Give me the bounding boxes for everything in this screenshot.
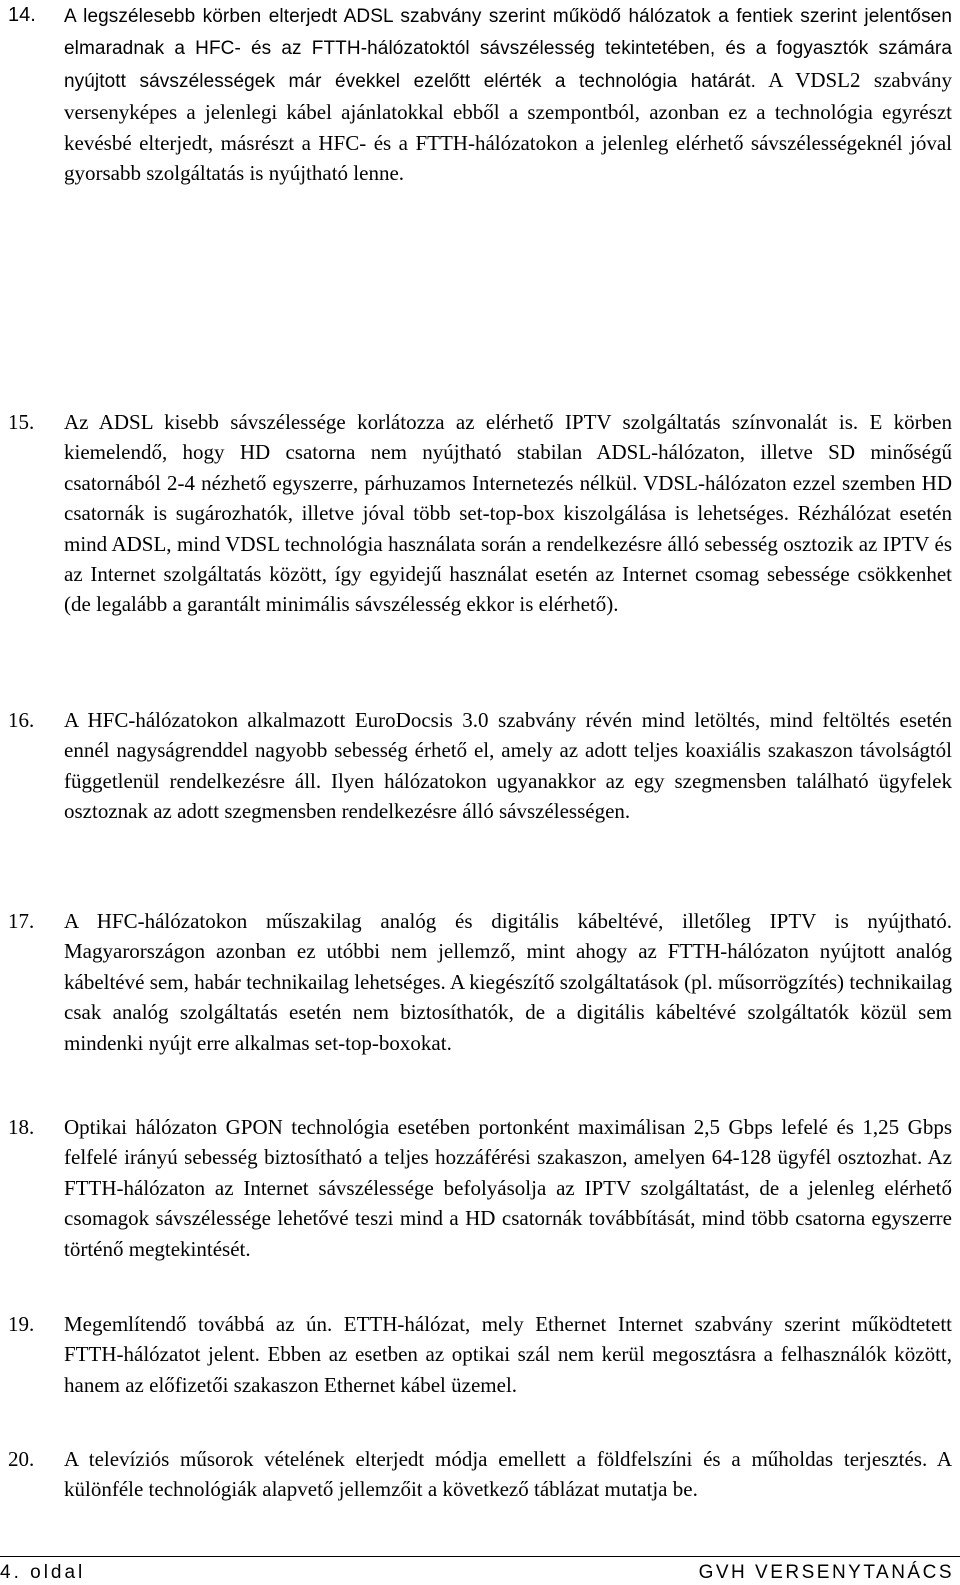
footer-title: GVH VERSENYTANÁCS <box>698 1562 954 1583</box>
paragraph-number: 20. <box>8 1447 35 1471</box>
paragraph-number: 17. <box>8 909 35 933</box>
paragraph-number: 19. <box>8 1312 35 1336</box>
paragraph-20 <box>8 1444 952 1505</box>
paragraph-number: 15. <box>8 410 35 434</box>
paragraph-number: 14. <box>8 4 36 26</box>
paragraph-text: A HFC-hálózatokon műszakilag analóg és digitális kábeltévé, illetőleg IPTV is nyújtható. Magyarországon azonban ez utóbbi nem jellemző, mint ahogy az FTTH-hálózaton nyújtott analóg kábeltévé sem, habár technikailag lehetséges. A kiegészítő szolgáltatások (pl. műsorrögzítés) technikailag csak analóg szolgáltatás esetén nem biztosíthatók, de a digitális kábeltévé szolgáltatók közül sem mindenki nyújt erre alkalmas set-top-boxokat. <box>64 909 952 1055</box>
paragraph-text <box>64 0 952 188</box>
paragraph-15 <box>8 407 952 620</box>
footer-page-number: 4. oldal <box>0 1562 86 1583</box>
footer-divider <box>0 1556 960 1557</box>
paragraph-text: Megemlítendő továbbá az ún. ETTH-hálózat, mely Ethernet Internet szabvány szerint működtetett FTTH-hálózatot jelent. Ebben az esetben az optikai szál nem kerül megosztásra a felhasználók között, hanem az előfizetői szakaszon Ethernet kábel üzemel. <box>64 1312 952 1397</box>
paragraph-number: 16. <box>8 708 35 732</box>
paragraph-16 <box>8 705 952 827</box>
paragraph-text: Az ADSL kisebb sávszélessége korlátozza az elérhető IPTV szolgáltatás színvonalát is. E körben kiemelendő, hogy HD csatorna nem nyújtható stabilan ADSL-hálózaton, illetve SD minőségű csatornából 2-4 nézhető egyszerre, párhuzamos Internetezés nélkül. VDSL-hálózaton ezzel szemben HD csatornák is sugározhatók, illetve jóval több set-top-box kiszolgálása is lehetséges. Rézhálózat esetén mind ADSL, mind VDSL technológia használata során a rendelkezésre álló sebesség osztozik az IPTV és az Internet szolgáltatás között, így egyidejű használat esetén az Internet csomag sebessége csökkenhet (de legalább a garantált minimális sávszélesség ekkor is elérhető). <box>64 410 952 617</box>
paragraph-text: A HFC-hálózatokon alkalmazott EuroDocsis 3.0 szabvány révén mind letöltés, mind feltöltés esetén ennél nagyságrenddel nagyobb sebesség érhető el, amely az adott teljes koaxiális szakaszon távolságtól függetlenül rendelkezésre áll. Ilyen hálózatokon ugyanakkor az egy szegmensben található ügyfelek osztoznak az adott szegmensben rendelkezésre álló sávszélességen. <box>64 708 952 824</box>
paragraph-19 <box>8 1309 952 1400</box>
paragraph-17 <box>8 906 952 1058</box>
paragraph-18 <box>8 1112 952 1264</box>
paragraph-text: Optikai hálózaton GPON technológia esetében portonként maximálisan 2,5 Gbps lefelé és 1,25 Gbps felfelé irányú sebesség biztosítható a teljes hozzáférési szakaszon, amelyen 64-128 ügyfél osztozhat. Az FTTH-hálózaton az Internet sávszélessége befolyásolja az IPTV szolgáltatást, de a jelenleg elérhető csomagok sávszélessége lehetővé teszi mind a HD csatornák továbbítását, mind több csatorna egyszerre történő megtekintését. <box>64 1115 952 1261</box>
paragraph-number: 18. <box>8 1115 35 1139</box>
paragraph-text: A televíziós műsorok vételének elterjedt módja emellett a földfelszíni és a műholdas terjesztés. A különféle technológiák alapvető jellemzőit a következő táblázat mutatja be. <box>64 1447 952 1502</box>
paragraph-14 <box>8 0 952 188</box>
paragraph-lead-text: A legszélesebb körben elterjedt ADSL szabvány szerint működő hálózatok a fentiek szerint jelentősen elmaradnak a HFC- és az FTTH-hálózatoktól sávszélesség tekintetében, és a fogyasztók számára nyújtott sávszélességek már évekkel ezelőtt elérték a technológia határát. <box>64 6 952 92</box>
paragraph-body-text: A VDSL2 szabvány versenyképes a jelenlegi kábel ajánlatokkal ebből a szempontból, azonban ez a technológia egyrészt kevésbé elterjedt, másrészt a HFC- és a FTTH-hálózatokon a jelenleg elérhető sávszélességeknél jóval gyorsabb szolgáltatás is nyújtható lenne. <box>64 67 952 186</box>
